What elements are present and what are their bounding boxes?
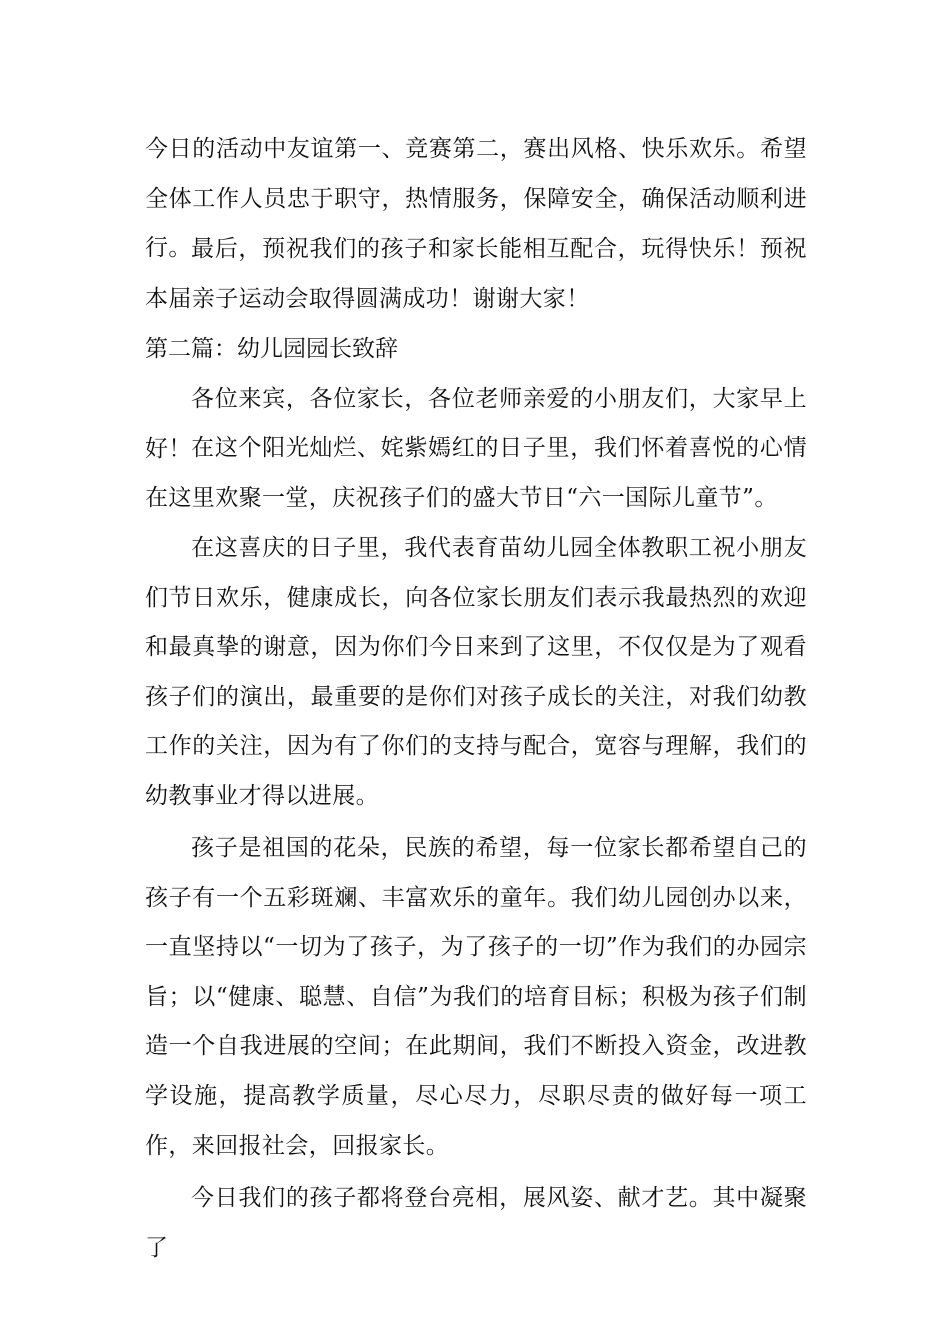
paragraph-greeting: 各位来宾，各位家长，各位老师亲爱的小朋友们，大家早上好！ bbox=[145, 386, 807, 462]
section-heading: 第二篇：幼儿园园长致辞 bbox=[145, 336, 398, 362]
paragraph-performance: 今日我们的孩子都将登台亮相，展风姿、献才艺。其中凝聚了 bbox=[145, 1185, 807, 1261]
paragraph-closing-wishes: 最后，预祝我们的孩子和家长能相互配合，玩得快乐！预祝本届亲子运动会取得圆满成功！谢谢大家！ bbox=[145, 236, 807, 312]
paragraph-kindergarten-mission: 孩子是祖国的花朵，民族的希望，每一位家长都希望自己的孩子有一个五彩斑斓、丰富欢乐的童年。我们幼儿园创办以来，一直坚持以“一切为了孩子，为了孩子的一切”作为我们的办园宗旨；以“健康、聪慧、自信”为我们的培育目标；积极为孩子们制造一个自我进展的空间；在此期间，我们不断投入资金，改进教学设施，提高教学质量，尽心尽力，尽职尽责的做好每一项工作，来回报社会，回报家长。 bbox=[145, 835, 807, 1159]
paragraph-thanks: 在这喜庆的日子里，我代表育苗幼儿园全体教职工祝小朋友们节日欢乐，健康成长，向各位家长朋友们表示我最热烈的欢迎和最真挚的谢意，因为你们今日来到了这里，不仅仅是为了观看孩子们的演出，最重要的是你们对孩子成长的关注，对我们幼教工作的关注，因为有了你们的支持与配合，宽容与理解，我们的幼教事业才得以进展。 bbox=[145, 535, 807, 809]
paragraph-celebration: 在这个阳光灿烂、姹紫嫣红的日子里，我们怀着喜悦的心情在这里欢聚一堂，庆祝孩子们的盛大节日“六一国际儿童节”。 bbox=[145, 435, 807, 511]
paragraph-activity-wishes: 今日的活动中友谊第一、竞赛第二，赛出风格、快乐欢乐。希望全体工作人员忠于职守，热情服务，保障安全，确保活动顺利进行。 bbox=[145, 136, 807, 262]
